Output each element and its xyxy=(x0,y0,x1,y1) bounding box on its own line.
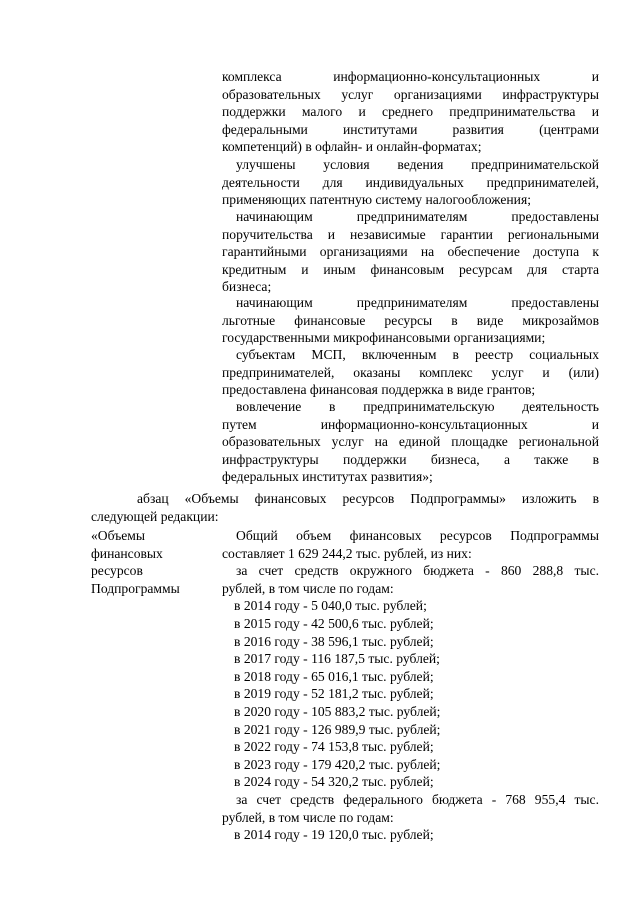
text-line: компетенций) в офлайн- и онлайн-форматах; xyxy=(222,139,482,155)
text-line: федеральными институтами развития (центрами xyxy=(222,121,599,137)
federal-years-list xyxy=(222,826,599,844)
funding-label xyxy=(91,527,211,597)
label-line: Подпрограммы xyxy=(91,580,180,596)
text-line: улучшены условия ведения предпринимательской xyxy=(236,157,599,172)
text-line: гарантийными организациями на обеспечение доступа к xyxy=(222,244,599,260)
text-line: государственными микрофинансовыми организациями; xyxy=(222,330,546,346)
text-line: льготные финансовые ресурсы в виде микрозаймов xyxy=(222,312,599,328)
instruction-paragraph xyxy=(91,490,599,525)
text-line: абзац «Объемы финансовых ресурсов Подпрограммы» изложить в xyxy=(137,491,599,506)
text-line: субъектам МСП, включенным в реестр социальных xyxy=(236,347,599,362)
paragraph-microloans xyxy=(222,294,599,347)
federal-budget-line: рублей, в том числе по годам: xyxy=(222,809,394,825)
paragraph-social-entrepreneurs xyxy=(222,346,599,399)
text-line: путем информационно-консультационных и xyxy=(222,416,599,432)
label-line: «Объемы xyxy=(91,528,145,543)
year-entry: в 2016 году - 38 596,1 тыс. рублей; xyxy=(234,633,434,649)
text-line: образовательных услуг организациями инфраструктуры xyxy=(222,86,599,102)
text-line: вовлечение в предпринимательскую деятельность xyxy=(236,399,599,414)
total-funding-line: составляет 1 629 244,2 тыс. рублей, из них: xyxy=(222,545,472,561)
year-entry: в 2019 году - 52 181,2 тыс. рублей; xyxy=(234,686,434,702)
text-line: деятельности для индивидуальных предпринимателей, xyxy=(222,174,599,190)
text-line: федеральных институтах развития»; xyxy=(222,469,433,485)
text-line: следующей редакции: xyxy=(91,508,219,524)
year-entry: в 2018 году - 65 016,1 тыс. рублей; xyxy=(234,668,434,684)
year-entry: в 2024 году - 54 320,2 тыс. рублей; xyxy=(234,774,434,790)
label-line: ресурсов xyxy=(91,563,143,579)
paragraph-guarantees xyxy=(222,208,599,296)
year-entry: в 2023 году - 179 420,2 тыс. рублей; xyxy=(234,756,441,772)
text-line: поручительства и независимые гарантии региональными xyxy=(222,226,599,242)
text-line: инфраструктуры поддержки бизнеса, а также в xyxy=(222,451,599,467)
year-entry: в 2022 году - 74 153,8 тыс. рублей; xyxy=(234,739,434,755)
label-line: финансовых xyxy=(91,545,163,561)
text-line: кредитным и иным финансовым ресурсам для старта xyxy=(222,261,599,277)
federal-budget-line: за счет средств федерального бюджета - 768 955,4 тыс. xyxy=(236,791,599,807)
district-budget-line: рублей, в том числе по годам: xyxy=(222,580,394,596)
paragraph-patent-system xyxy=(222,156,599,209)
year-entry: в 2014 году - 5 040,0 тыс. рублей; xyxy=(234,598,427,614)
district-budget-line: за счет средств окружного бюджета - 860 288,8 тыс. xyxy=(236,563,599,579)
funding-details xyxy=(222,527,599,844)
year-entry: в 2017 году - 116 187,5 тыс. рублей; xyxy=(234,651,440,667)
text-line: начинающим предпринимателям предоставлены xyxy=(236,295,599,310)
total-funding-line: Общий объем финансовых ресурсов Подпрограммы xyxy=(236,528,599,543)
text-line: бизнеса; xyxy=(222,279,272,295)
text-line: применяющих патентную систему налогообложения; xyxy=(222,192,531,208)
text-line: предоставлена финансовая поддержка в виде грантов; xyxy=(222,382,536,398)
year-entry: в 2015 году - 42 500,6 тыс. рублей; xyxy=(234,615,434,631)
text-line: начинающим предпринимателям предоставлены xyxy=(236,209,599,224)
text-line: поддержки малого и среднего предпринимательства и xyxy=(222,104,599,120)
text-line: образовательных услуг на единой площадке региональной xyxy=(222,434,599,450)
paragraph-involvement xyxy=(222,398,599,486)
text-line: предпринимателей, оказаны комплекс услуг и (или) xyxy=(222,364,599,380)
text-line: комплекса информационно-консультационных и xyxy=(222,69,599,84)
year-entry: в 2020 году - 105 883,2 тыс. рублей; xyxy=(234,703,441,719)
year-entry: в 2021 году - 126 989,9 тыс. рублей; xyxy=(234,721,441,737)
paragraph-support-complex xyxy=(222,68,599,156)
year-entry: в 2014 году - 19 120,0 тыс. рублей; xyxy=(234,827,434,843)
district-years-list xyxy=(222,597,599,791)
